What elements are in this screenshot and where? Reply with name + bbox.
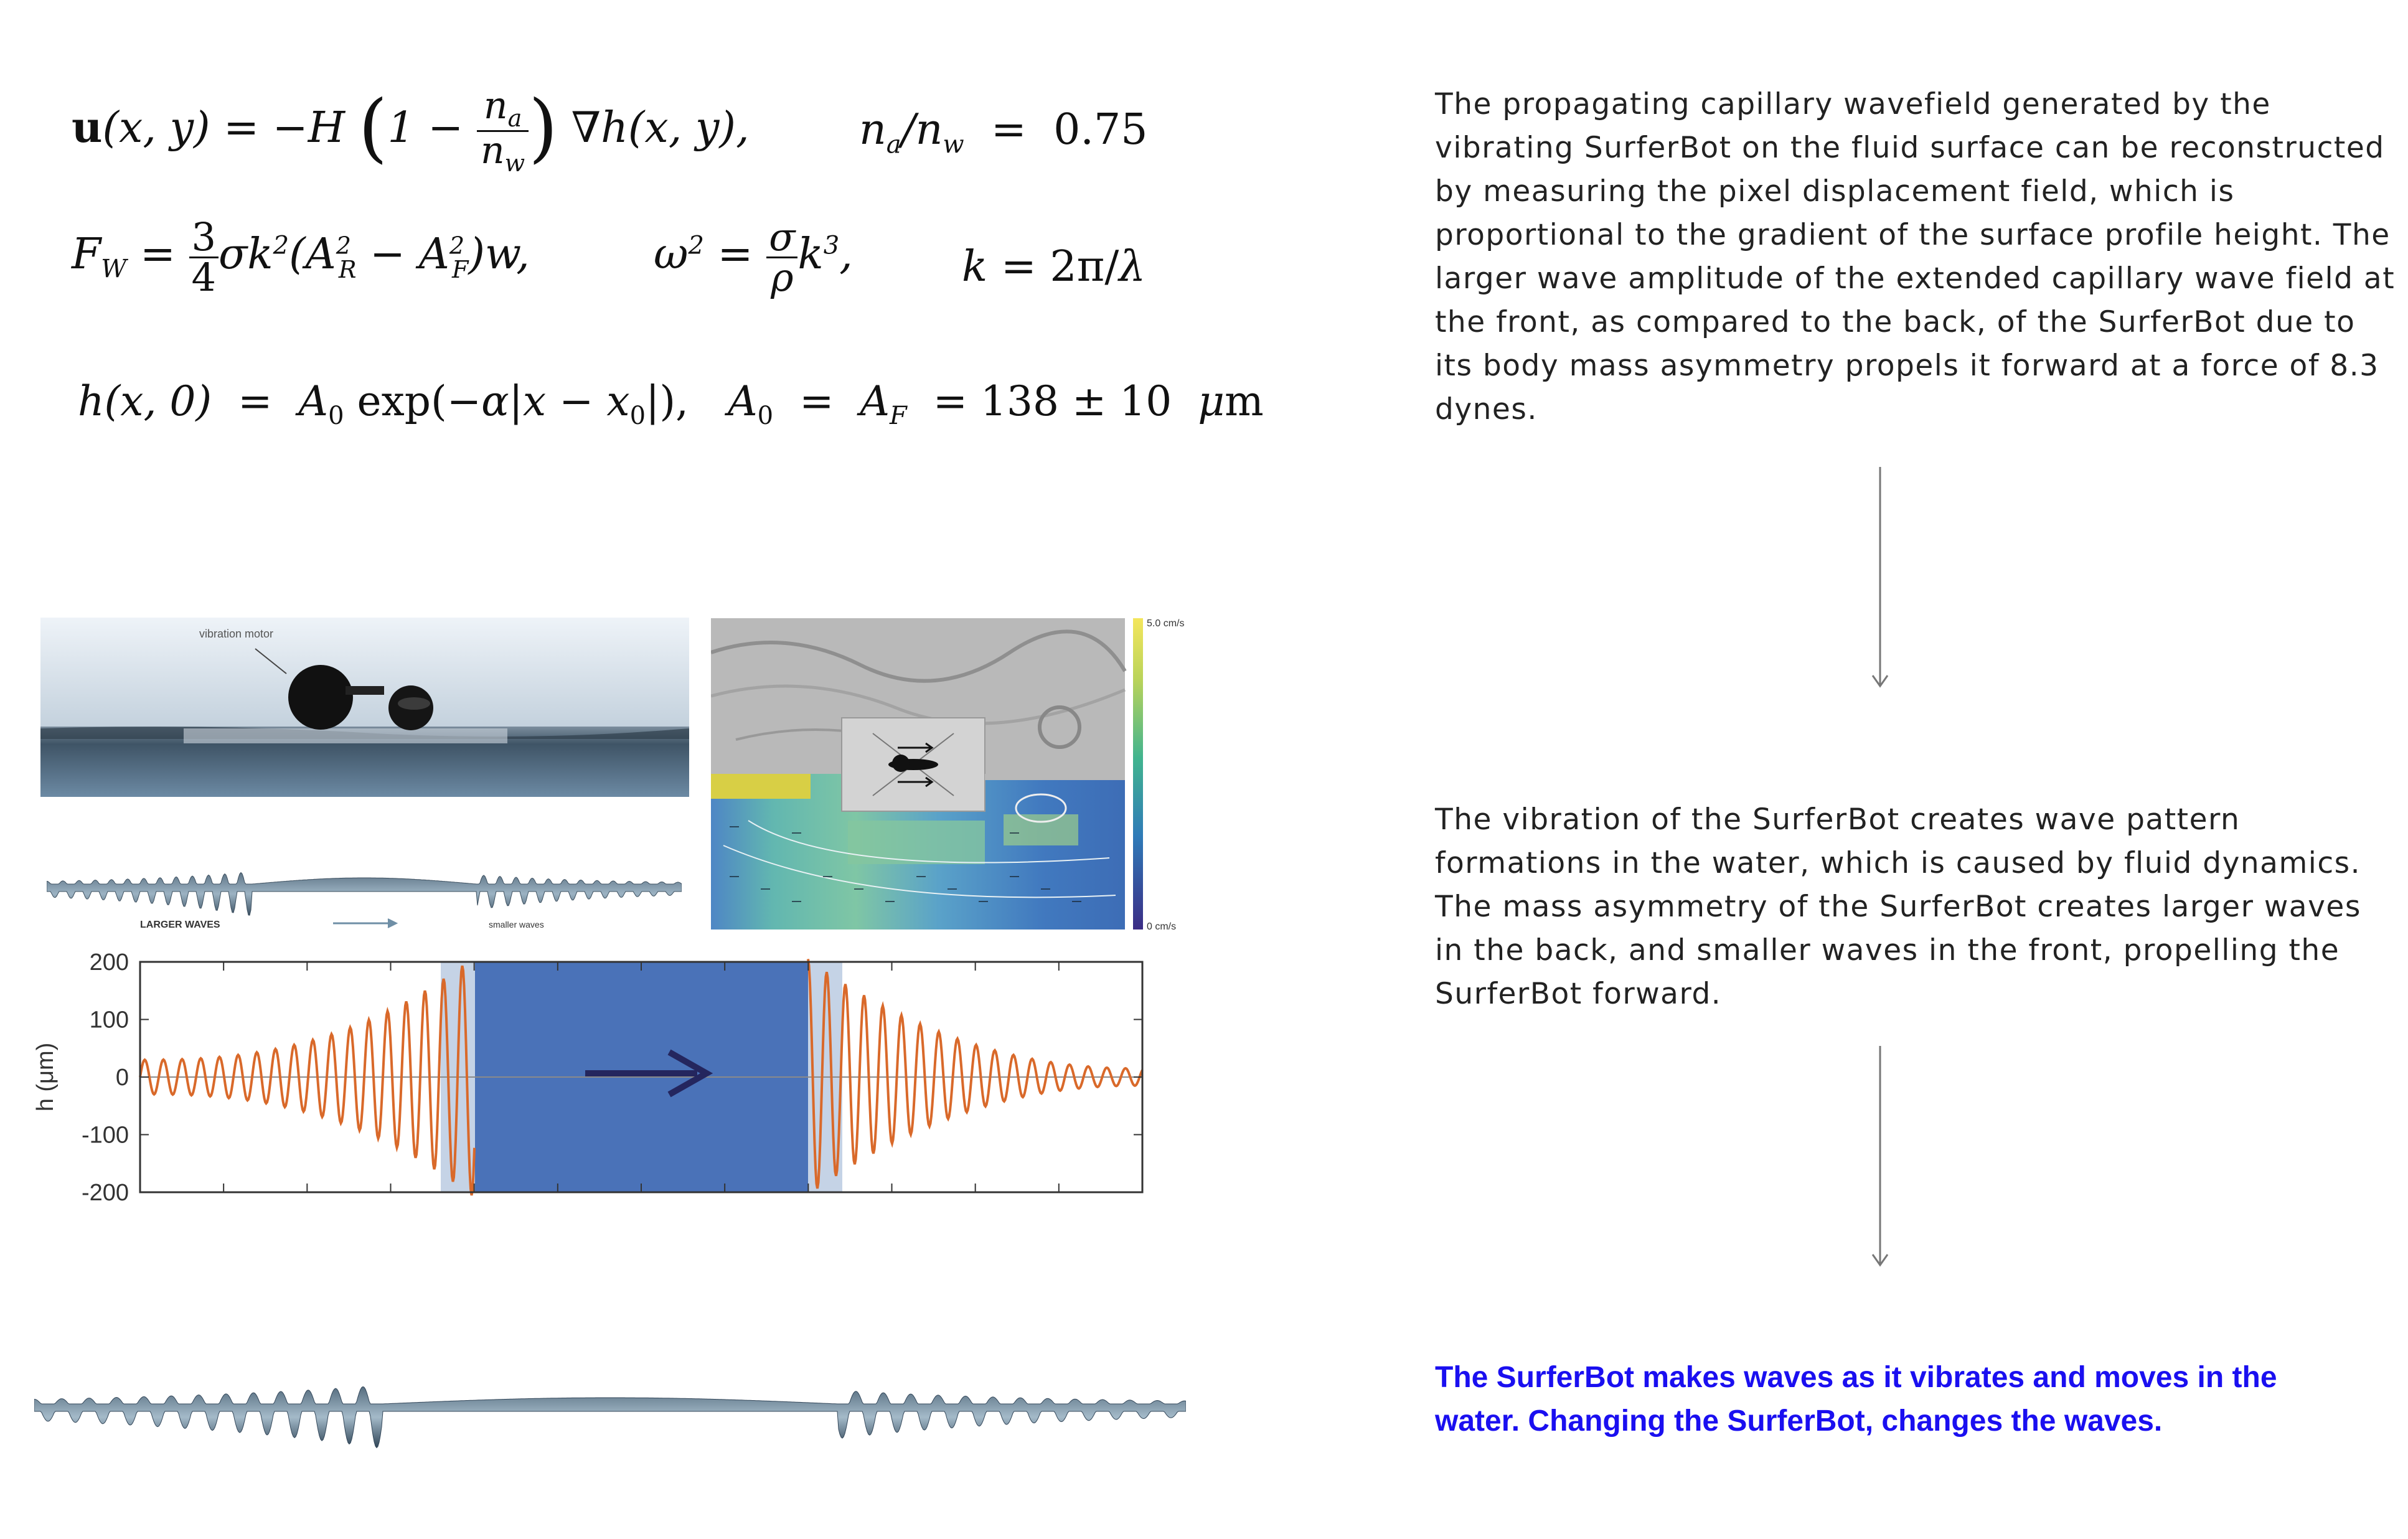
- wave-series-left: [140, 966, 474, 1195]
- flow-field-figure: [711, 615, 1197, 933]
- colorbar: [1133, 618, 1143, 930]
- smaller-waves-label: smaller waves: [489, 920, 544, 930]
- flow-arrow-2: [1868, 1046, 1893, 1270]
- colorbar-max-label: 5.0 cm/s: [1147, 618, 1185, 629]
- equation-ratio: $n_a/n_w = 0.75$: [859, 105, 1148, 159]
- wave-surface-large: [34, 1360, 1186, 1466]
- y-tick-label: -100: [81, 1122, 129, 1149]
- paragraph-wavefield: The propagating capillary wavefield generated by the vibrating SurferBot on the fluid surface can be reconstructed by measuring the pixel displacement field, which is proportional to the gradient of the surface profile height. The larger wave amplitude of the extended capillary wave field at the front, as compared to the back, of the SurferBot due to its body mass asymmetry propels it forward at a force of 8.3 dynes.: [1435, 87, 2396, 426]
- surferbot-photo: [40, 618, 689, 797]
- colorbar-min-label: 0 cm/s: [1147, 921, 1177, 932]
- equation-wavenumber: k = 2π/λ: [962, 242, 1146, 291]
- paragraph-vibration: The vibration of the SurferBot creates wave pattern formations in the water, which is caused by fluid dynamics. The mass asymmetry of the SurferBot creates larger waves in the back, and smaller waves in the front, propelling the SurferBot forward.: [1435, 802, 2361, 1011]
- y-tick-label: 100: [89, 1007, 129, 1033]
- wave-surface-small: [47, 853, 682, 934]
- equation-dispersion: $\omega^2$ = $\frac{\sigma}{\rho}$ $k^3$,: [654, 214, 853, 300]
- y-axis-label: h (μm): [32, 1042, 59, 1112]
- equation-force: $F_W$ = $\frac{3}{4}$ $\sigma k^2(A^2_R - A^2_F)w$,: [72, 214, 530, 300]
- y-tick-label: 0: [115, 1065, 129, 1091]
- y-tick-label: 200: [89, 953, 129, 976]
- vibration-motor-label: vibration motor: [199, 628, 274, 640]
- wave-height-chart: [22, 953, 1158, 1214]
- equation-velocity: u(x, y) = −H (1 − $\frac{n_a}{n_w}$ ) ∇h(x, y),: [72, 84, 750, 177]
- y-tick-label: -200: [81, 1180, 129, 1206]
- wave-series-right: [808, 959, 1142, 1188]
- conclusion-text: The SurferBot makes waves as it vibrates and moves in the water. Changing the SurferBot, changes the waves.: [1435, 1361, 2277, 1438]
- equation-profile: h(x, $0) = A_0$ $\exp(-\alpha|x - x_0|)$, $A_0 = A_F = 138 \pm 10$ μm: [78, 377, 1264, 431]
- flow-arrow-1: [1868, 467, 1893, 691]
- larger-waves-label: LARGER WAVES: [140, 920, 220, 930]
